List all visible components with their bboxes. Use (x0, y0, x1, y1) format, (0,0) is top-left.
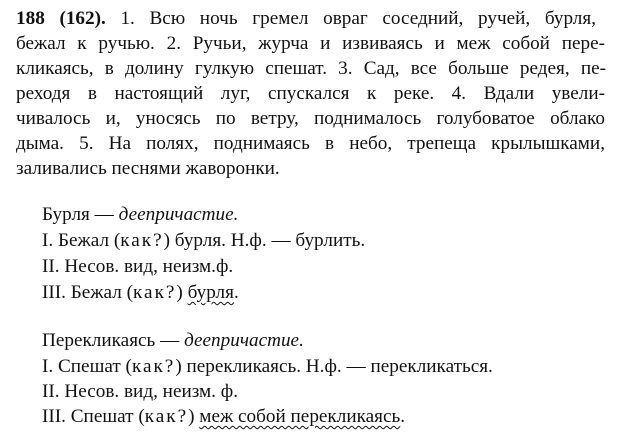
analysis1-l3-prefix: III. Бежал ( (42, 282, 134, 303)
analysis1-l1-suffix: ) бурля. Н.ф. — бурлить. (163, 230, 366, 251)
analysis2-l3-end: . (400, 406, 406, 427)
analysis1-part-of-speech: деепричастие. (118, 204, 239, 225)
analysis2-l3-mid: ) (188, 406, 200, 427)
analysis2-underlined-phrase: меж собой перекликаясь (199, 406, 401, 427)
analysis2-question: как? (131, 356, 176, 377)
exercise-line-4 (16, 82, 605, 106)
analysis1-question-2: как? (133, 282, 177, 303)
exercise-line-1 (16, 7, 596, 31)
analysis2-line-2 (42, 380, 238, 404)
analysis2-heading (42, 329, 304, 353)
analysis2-word: Перекликаясь — (42, 330, 185, 351)
analysis2-part-of-speech: деепричастие. (184, 330, 304, 351)
analysis1-question: как? (120, 230, 164, 251)
exercise-line-2 (16, 32, 605, 56)
analysis2-l1-prefix: I. Спешат ( (42, 356, 132, 377)
analysis2-question-2: как? (144, 406, 189, 427)
analysis1-line-3 (42, 281, 239, 305)
exercise-line-3 (16, 57, 606, 81)
analysis2-line-3 (42, 405, 405, 429)
exercise-text-4: реходя в настоящий луг, спускался к реке. 4. Вдали увели- (16, 83, 605, 104)
analysis1-l3-end: . (233, 282, 239, 303)
exercise-text-6: дыма. 5. На полях, поднимаясь в небо, трепеща крылышками, (16, 133, 605, 154)
exercise-number: 188 (162). (16, 8, 106, 29)
analysis2-line-1 (42, 355, 493, 379)
analysis1-word: Бурля — (42, 204, 119, 225)
analysis1-line-1 (42, 229, 365, 253)
exercise-text-5: чивалось и, уносясь по ветру, поднималось голубоватое облако (16, 108, 605, 129)
analysis1-l3-mid: ) (176, 282, 188, 303)
analysis1-heading (42, 203, 238, 227)
exercise-line-5 (16, 107, 605, 131)
analysis1-l1-prefix: I. Бежал ( (42, 230, 121, 251)
exercise-text-1: 1. Всю ночь гремел овраг соседний, ручей, бурля, (105, 8, 596, 29)
exercise-text-2: бежал к ручью. 2. Ручьи, журча и извиваясь и меж собой пере- (16, 33, 605, 54)
exercise-text-3: кликаясь, в долину гулкую спешат. 3. Сад, все больше редея, пе- (16, 58, 606, 79)
analysis1-l2: II. Несов. вид, неизм.ф. (42, 256, 234, 277)
analysis2-l1-suffix: ) перекликаясь. Н.ф. — перекликаться. (175, 356, 493, 377)
analysis1-underlined-word: бурля (187, 282, 234, 303)
analysis2-l3-prefix: III. Спешат ( (42, 406, 145, 427)
exercise-line-6 (16, 132, 605, 156)
analysis1-line-2 (42, 255, 233, 279)
analysis2-l2: II. Несов. вид, неизм. ф. (42, 381, 238, 402)
exercise-text-7: заливались песнями жаворонки. (16, 158, 280, 179)
exercise-line-7 (16, 157, 280, 181)
